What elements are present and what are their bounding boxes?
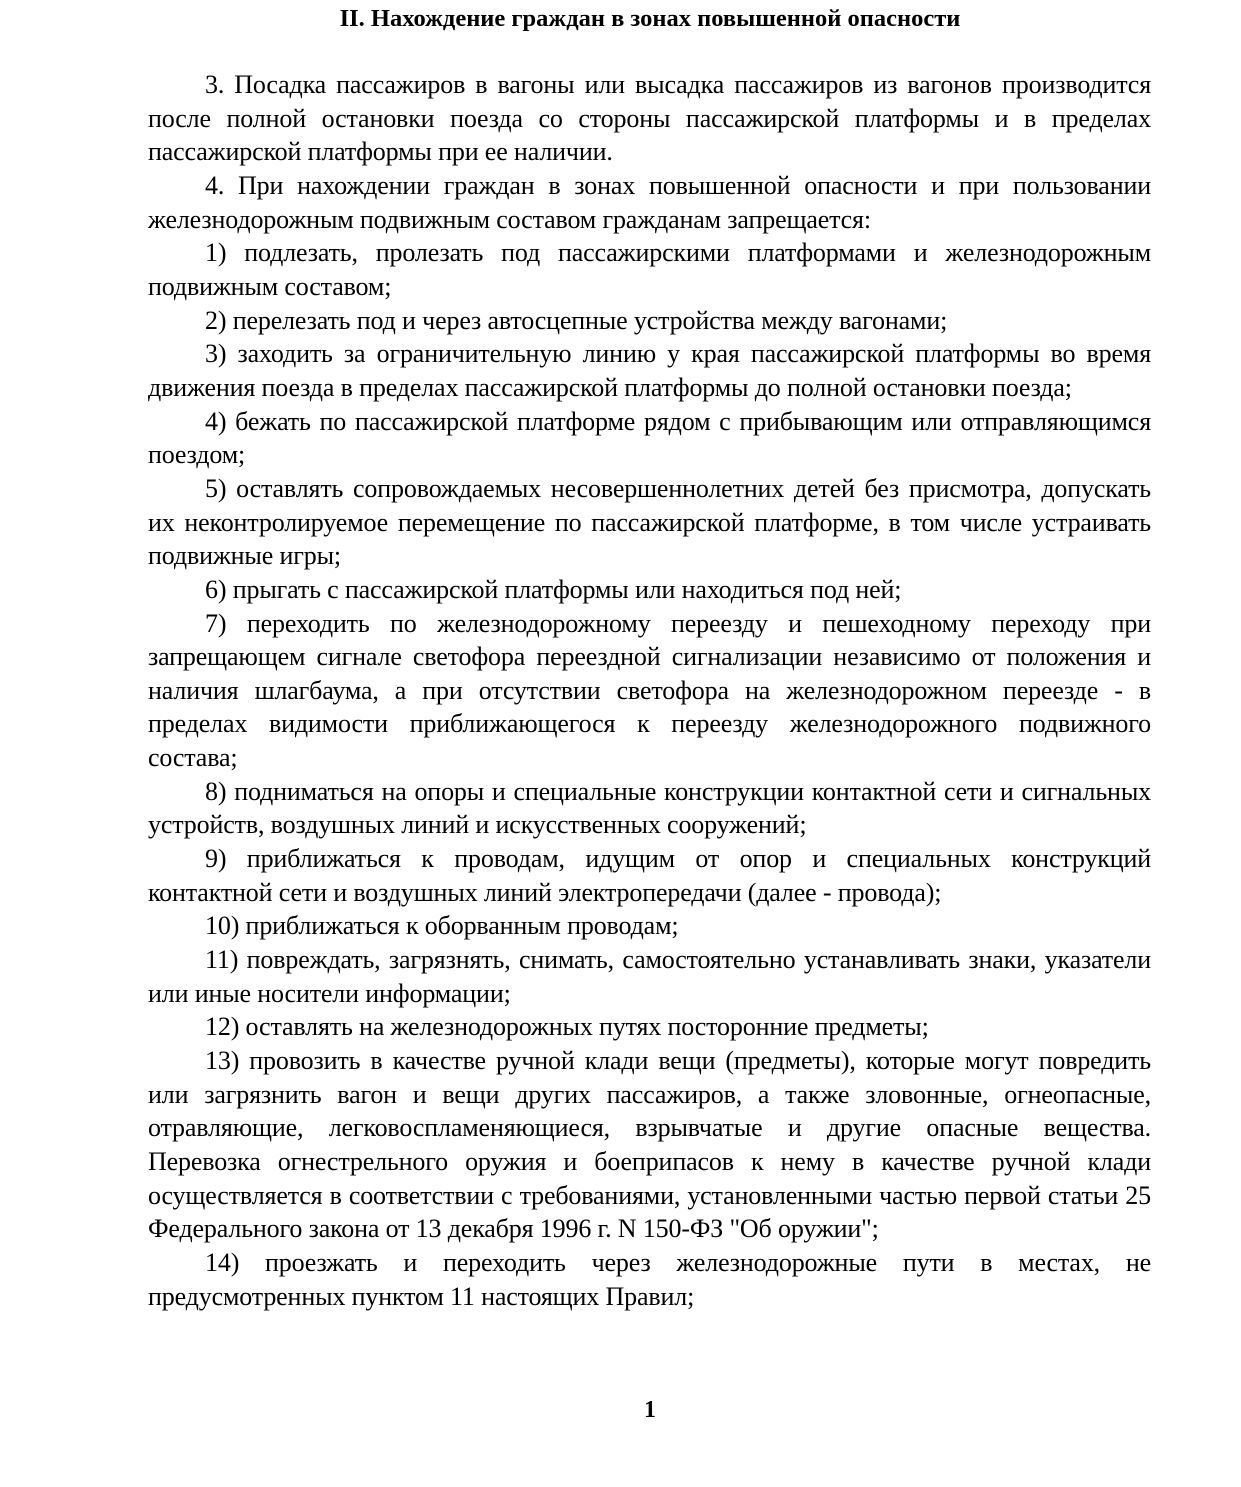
- list-item-13: 13) провозить в качестве ручной клади вещи (предметы), которые могут повредить или загрязнить вагон и вещи других пассажиров, а также зловонные, огнеопасные, отравляющие, легковоспламеняющиеся, взрывчатые и другие опасные вещества. Перевозка огнестрельного оружия и боеприпасов к нему в качестве ручной клади осуществляется в соответствии с требованиями, установленными частью первой статьи 25 Федерального закона от 13 декабря 1996 г. N 150-ФЗ "Об оружии";: [148, 1046, 1151, 1244]
- page-number: 1: [644, 1397, 656, 1423]
- list-item-6: 6) прыгать с пассажирской платформы или находиться под ней;: [205, 574, 902, 604]
- list-item-7: 7) переходить по железнодорожному переезду и пешеходному переходу при запрещающем сигнале светофора переездной сигнализации независимо от положения и наличия шлагбаума, а при отсутствии светофора на железнодорожном переезде - в пределах видимости приближающегося к переезду железнодорожного подвижного состава;: [148, 608, 1151, 773]
- list-item-5: 5) оставлять сопровождаемых несовершеннолетних детей без присмотра, допускать их неконтролируемое перемещение по пассажирской платформе, в том числе устраивать подвижные игры;: [148, 473, 1151, 571]
- list-item-10: 10) приближаться к оборванным проводам;: [205, 911, 679, 941]
- list-item-9: 9) приближаться к проводам, идущим от опор и специальных конструкций контактной сети и воздушных линий электропередачи (далее - провода);: [148, 844, 1151, 907]
- list-item-8: 8) подниматься на опоры и специальные конструкции контактной сети и сигнальных устройств, воздушных линий и искусственных сооружений;: [148, 776, 1151, 840]
- paragraph-4-prohibitions: 4. При нахождении граждан в зонах повышенной опасности и при пользовании железнодорожным подвижным составом гражданам запрещается:: [148, 170, 1151, 234]
- list-item-2: 2) перелезать под и через автосцепные устройства между вагонами;: [205, 305, 948, 335]
- list-item-11: 11) повреждать, загрязнять, снимать, самостоятельно устанавливать знаки, указатели или иные носители информации;: [148, 945, 1151, 1008]
- list-item-3: 3) заходить за ограничительную линию у края пассажирской платформы во время движения поезда в пределах пассажирской платформы до полной остановки поезда;: [148, 339, 1151, 402]
- section-heading: II. Нахождение граждан в зонах повышенной опасности: [339, 5, 961, 32]
- list-item-14: 14) проезжать и переходить через железнодорожные пути в местах, не предусмотренных пунктом 11 настоящих Правил;: [148, 1247, 1151, 1311]
- paragraph-3-boarding: 3. Посадка пассажиров в вагоны или высадка пассажиров из вагонов производится после полной остановки поезда со стороны пассажирской платформы и в пределах пассажирской платформы при ее наличии.: [148, 70, 1151, 167]
- list-item-4: 4) бежать по пассажирской платформе рядом с прибывающим или отправляющимся поездом;: [148, 406, 1151, 470]
- list-item-1: 1) подлезать, пролезать под пассажирскими платформами и железнодорожным подвижным составом;: [148, 238, 1151, 301]
- list-item-12: 12) оставлять на железнодорожных путях посторонние предметы;: [205, 1012, 929, 1042]
- document-body: [148, 68, 1151, 1313]
